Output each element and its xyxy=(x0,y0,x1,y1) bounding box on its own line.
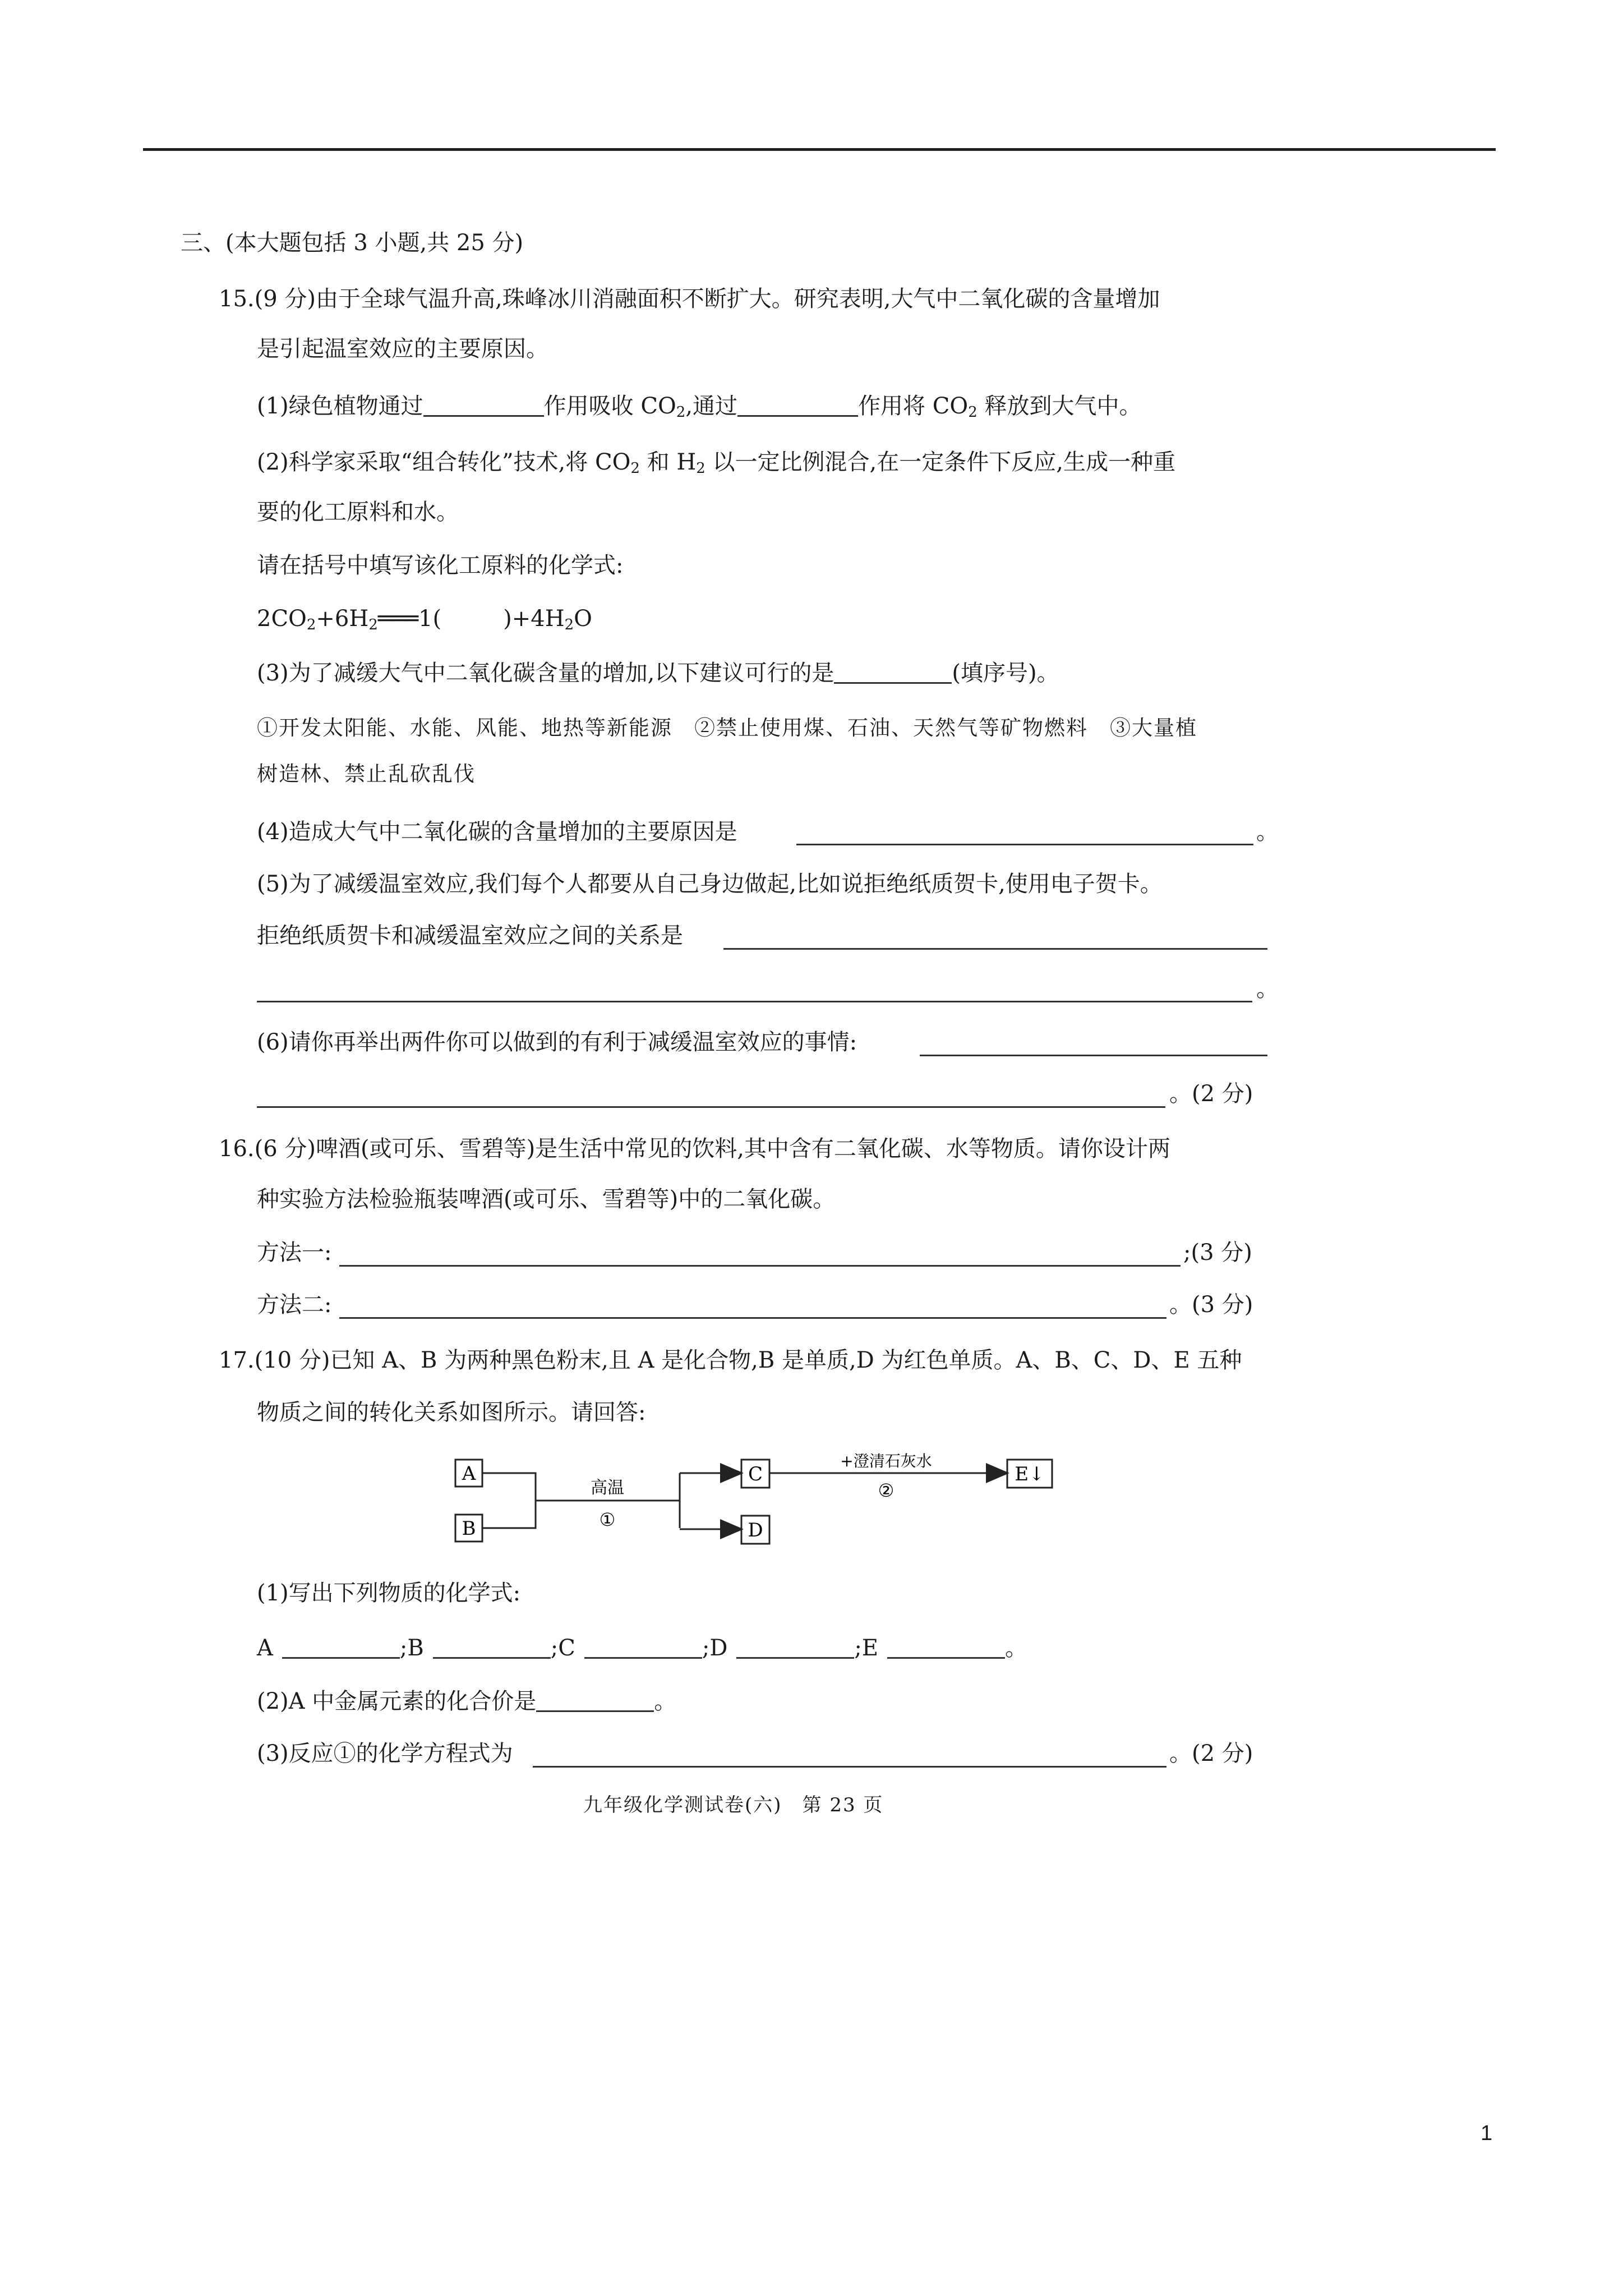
q15-part3: (3)为了减缓大气中二氧化碳含量的增加,以下建议可行的是 (填序号)。 xyxy=(257,660,1059,686)
q17-part3: (3)反应①的化学方程式为 xyxy=(257,1741,513,1766)
answer-blank-e[interactable] xyxy=(887,1635,1005,1659)
q15-intro-line2: 是引起温室效应的主要原因。 xyxy=(257,336,548,362)
label-d: D xyxy=(748,1519,763,1542)
q17-part2: (2)A 中金属元素的化合价是 。 xyxy=(257,1688,677,1714)
q15-part2-line1: (2)科学家采取“组合转化”技术,将 $CO_2$ 和 $H_2$ 以一定比例混合,在一定条件下反应,生成一种重 xyxy=(257,449,1175,477)
merge-bracket xyxy=(482,1473,536,1528)
section-title: 三、(本大题包括 3 小题,共 25 分) xyxy=(181,230,524,256)
q17-part1: (1)写出下列物质的化学式: xyxy=(257,1580,521,1606)
score: 。(3 分) xyxy=(1169,1292,1253,1318)
q17-formula-row: A ;B ;C ;D ;E 。 xyxy=(257,1635,1028,1661)
answer-blank-b[interactable] xyxy=(433,1635,551,1659)
answer-blank[interactable] xyxy=(423,393,544,417)
reaction-diagram xyxy=(449,1447,1094,1559)
q15-part4: (4)造成大气中二氧化碳的含量增加的主要原因是 xyxy=(257,819,737,845)
q15-part5-line2: 拒绝纸质贺卡和减缓温室效应之间的关系是 xyxy=(257,923,683,949)
answer-blank-a[interactable] xyxy=(282,1635,400,1659)
answer-blank-c[interactable] xyxy=(584,1635,702,1659)
top-rule xyxy=(143,148,1496,151)
q17-line2: 物质之间的转化关系如图所示。请回答: xyxy=(257,1400,646,1425)
answer-blank[interactable] xyxy=(737,393,858,417)
condition-limewater: +澄清石灰水 xyxy=(840,1452,932,1470)
answer-line[interactable] xyxy=(339,1265,1181,1267)
q16-line1: 16.(6 分)啤酒(或可乐、雪碧等)是生活中常见的饮料,其中含有二氧化碳、水等物质。请你设计两 xyxy=(219,1136,1170,1162)
answer-line[interactable] xyxy=(796,844,1253,845)
answer-line[interactable] xyxy=(920,1055,1267,1056)
q17-line1: 17.(10 分)已知 A、B 为两种黑色粉末,且 A 是化合物,B 是单质,D 为红色单质。A、B、C、D、E 五种 xyxy=(219,1347,1242,1373)
q16-method1-label: 方法一: xyxy=(257,1240,332,1266)
answer-line[interactable] xyxy=(339,1317,1166,1319)
q15-part6: (6)请你再举出两件你可以做到的有利于减缓温室效应的事情: xyxy=(257,1029,857,1055)
answer-line[interactable] xyxy=(533,1766,1166,1768)
score: 。(2 分) xyxy=(1169,1081,1253,1107)
q15-equation: $2CO_2+6H_2═══1$( )$+4H_2O$ xyxy=(257,606,592,633)
answer-blank-d[interactable] xyxy=(736,1635,854,1659)
answer-blank[interactable] xyxy=(834,660,952,684)
q15-part3-options-line1: ①开发太阳能、水能、风能、地热等新能源 ②禁止使用煤、石油、天然气等矿物燃料 ③大量植 xyxy=(257,716,1197,740)
q15-part3-options-line2: 树造林、禁止乱砍乱伐 xyxy=(257,762,476,786)
q15-part2-line2: 要的化工原料和水。 xyxy=(257,499,459,525)
score: ;(3 分) xyxy=(1183,1240,1252,1266)
answer-line[interactable] xyxy=(257,1106,1165,1108)
label-c: C xyxy=(748,1463,763,1485)
q15-part5-line1: (5)为了减缓温室效应,我们每个人都要从自己身边做起,比如说拒绝纸质贺卡,使用电子贺卡。 xyxy=(257,871,1163,897)
score: 。(2 分) xyxy=(1169,1741,1253,1766)
label-e: E↓ xyxy=(1015,1463,1045,1485)
q15-part1: (1)绿色植物通过 作用吸收 $CO_2$,通过 作用将 $CO_2$ 释放到大气中。 xyxy=(257,393,1142,421)
q15-intro-line1: 15.(9 分)由于全球气温升高,珠峰冰川消融面积不断扩大。研究表明,大气中二氧化碳的含量增加 xyxy=(219,286,1160,312)
label-a: A xyxy=(462,1462,476,1485)
q16-line2: 种实验方法检验瓶装啤酒(或可乐、雪碧等)中的二氧化碳。 xyxy=(257,1186,836,1212)
step-1-label: ① xyxy=(599,1509,616,1530)
page-footer: 九年级化学测试卷(六) 第 23 页 xyxy=(583,1794,884,1816)
page-number: 1 xyxy=(1481,2122,1493,2145)
answer-blank[interactable] xyxy=(536,1688,654,1712)
condition-high-temp: 高温 xyxy=(591,1478,624,1498)
q15-part2-line3: 请在括号中填写该化工原料的化学式: xyxy=(257,553,624,578)
answer-line[interactable] xyxy=(723,948,1267,950)
period: 。 xyxy=(1256,819,1279,845)
answer-line[interactable] xyxy=(257,1001,1252,1002)
q16-method2-label: 方法二: xyxy=(257,1292,332,1318)
label-b: B xyxy=(462,1517,476,1540)
step-2-label: ② xyxy=(878,1480,895,1501)
period: 。 xyxy=(1256,976,1279,1002)
